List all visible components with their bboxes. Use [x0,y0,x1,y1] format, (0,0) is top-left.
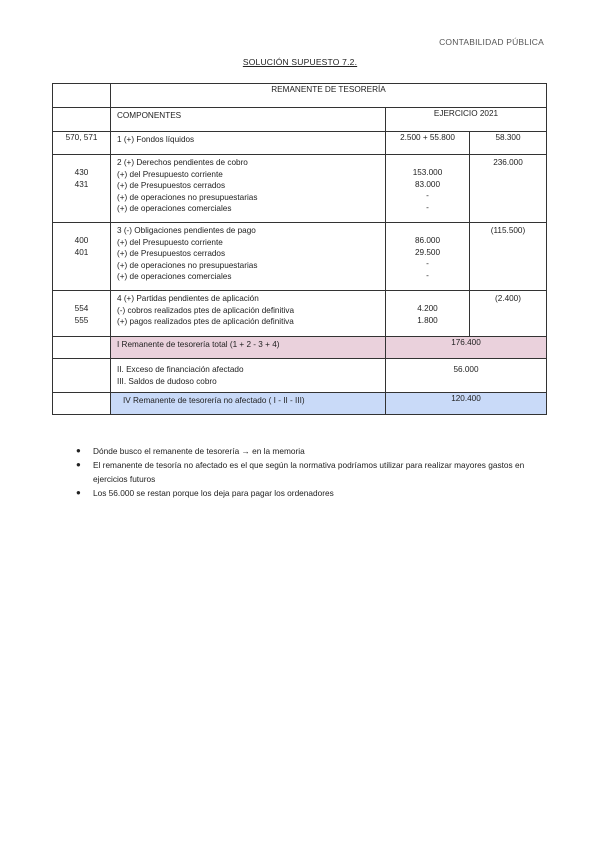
account-cell: 570, 571 [53,132,111,155]
component-line: (+) de operaciones no presupuestarias [117,260,258,270]
detail-value: 153.000 [412,168,443,177]
account-code: 554 [74,304,89,313]
component-line: (+) pagos realizados ptes de aplicación definitiva [117,317,294,327]
detail-value: - [426,191,429,201]
empty-cell [53,393,111,415]
detail-value: 1.800 [417,315,438,325]
component-line: (-) cobros realizados ptes de aplicación definitiva [117,305,295,315]
remanente-total-label: I Remanente de tesorería total (1 + 2 - 3 + 4) [111,337,386,359]
component-line: III. Saldos de dudoso cobro [117,376,217,386]
component-lines [111,359,386,393]
table-header-row [53,108,547,132]
component-line: (+) del Presupuesto corriente [117,169,223,179]
account-cell [53,223,111,291]
account-code: 401 [74,247,89,257]
account-cell [53,291,111,337]
empty-cell [53,108,111,132]
detail-value: 83.000 [414,179,441,189]
account-code: 430 [74,168,89,177]
total-value: 58.300 [470,132,547,155]
table-row-partidas [53,291,547,337]
account-code: 400 [74,236,89,245]
component-line: (+) de operaciones comerciales [117,204,232,214]
empty-cell [53,337,111,359]
detail-value: 86.000 [414,236,441,245]
detail-values [386,155,470,223]
detail-value: - [426,202,429,212]
total-value: 236.000 [470,155,547,223]
document-title: SOLUCIÓN SUPUESTO 7.2. [242,57,358,67]
bullet-icon: ● [76,446,81,455]
component-line: 3 (-) Obligaciones pendientes de pago [117,226,256,235]
header-components: COMPONENTES [111,108,386,132]
component-line: II. Exceso de financiación afectado [117,365,244,374]
list-item [76,444,546,458]
header-exercise: EJERCICIO 2021 [386,108,547,132]
bullet-icon: ● [76,460,81,469]
note-text: El remanente de tesoría no afectado es el que según la normativa podríamos utilizar para realizar mayores gastos en ejercicios futuros [93,460,525,484]
notes-list [76,444,546,500]
list-item [76,458,546,486]
detail-value: 29.500 [414,247,441,257]
detail-value: 4.200 [417,304,438,313]
detail-values [386,223,470,291]
total-value: (115.500) [470,223,547,291]
remanente-total-value: 176.400 [386,337,547,359]
component-lines [111,291,386,337]
no-afectado-value: 120.400 [386,393,547,415]
table-row-remanente-total [53,337,547,359]
table-caption: REMANENTE DE TESORERÍA [111,84,547,108]
component-line: (+) de operaciones no presupuestarias [117,192,258,202]
detail-value: - [426,259,429,269]
table-row-fondos [53,132,547,155]
bullet-icon: ● [76,488,81,497]
table-row-derechos [53,155,547,223]
account-cell [53,155,111,223]
component-line: (+) de operaciones comerciales [117,272,232,282]
total-value: (2.400) [470,291,547,337]
note-text: Dónde busco el remanente de tesorería → en la memoria [93,446,305,456]
list-item [76,486,546,500]
remanente-table [52,83,547,415]
component-line: (+) de Presupuestos cerrados [117,249,226,259]
table-caption-row [53,84,547,108]
note-text: Los 56.000 se restan porque los deja para pagar los ordenadores [93,488,334,498]
component-lines [111,155,386,223]
account-code: 431 [74,179,89,189]
component-line: 2 (+) Derechos pendientes de cobro [117,158,248,167]
no-afectado-label: IV Remanente de tesorería no afectado ( I - II - III) [111,393,386,415]
detail-value: 2.500 + 55.800 [386,132,470,155]
component-label: 1 (+) Fondos líquidos [111,132,386,155]
table-row-exceso [53,359,547,393]
empty-cell [53,84,111,108]
table-row-obligaciones [53,223,547,291]
component-lines [111,223,386,291]
component-line: (+) del Presupuesto corriente [117,237,223,247]
exceso-value: 56.000 [386,359,547,393]
component-line: 4 (+) Partidas pendientes de aplicación [117,294,259,303]
empty-cell [53,359,111,393]
table-row-no-afectado [53,393,547,415]
detail-values [386,291,470,337]
component-line: (+) de Presupuestos cerrados [117,181,226,191]
account-code: 555 [74,315,89,325]
section-header: CONTABILIDAD PÚBLICA [439,37,544,47]
detail-value: - [426,270,429,280]
